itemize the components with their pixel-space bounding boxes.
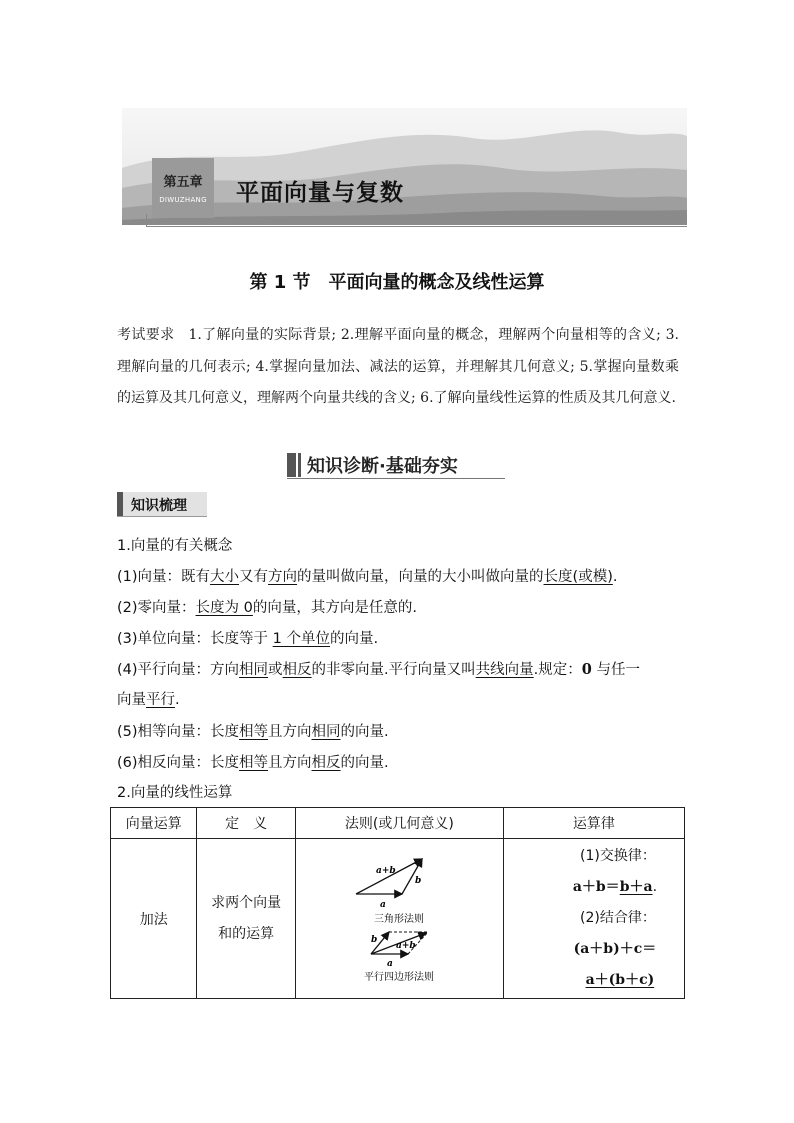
text-segment: 的向量.: [340, 724, 389, 740]
law-cell: [503, 839, 684, 999]
fill-in-answer: a＋(b＋c): [585, 972, 655, 988]
concept-vector: [117, 565, 617, 586]
text-segment: (3)单位向量：长度等于: [117, 631, 273, 647]
text-segment: 与任一: [591, 662, 640, 678]
concept-parallel-vector-cont: [117, 688, 180, 709]
definition-line: 求两个向量: [211, 894, 282, 911]
text-segment: 的非零向量.平行向量又叫: [311, 662, 476, 678]
subheader-bar-decoration: [117, 492, 123, 516]
text-segment: 的向量.: [340, 755, 389, 771]
text-segment: (6)相反向量：长度: [117, 755, 240, 771]
text-segment: .: [175, 692, 180, 708]
text-segment: 的向量.: [330, 631, 379, 647]
header-bar-decoration: [287, 453, 296, 477]
text-segment: .规定：: [533, 662, 582, 678]
concepts-heading: 1.向量的有关概念: [117, 538, 233, 554]
vector-sum-label: a+b: [375, 866, 396, 876]
fill-in-answer: 相同: [239, 662, 269, 678]
requirements-label: 考试要求: [117, 327, 175, 343]
linear-ops-heading: 2.向量的线性运算: [117, 785, 233, 801]
text-segment: (2)零向量：: [117, 600, 196, 616]
vector-a-label: a: [379, 900, 386, 910]
banner-divider: [146, 226, 687, 227]
text-segment: 又有: [239, 569, 269, 585]
parallelogram-rule-diagram: [371, 932, 428, 969]
text-segment: 向量: [117, 692, 146, 708]
exam-requirements: [117, 320, 679, 415]
chapter-pinyin: DIWUZHANG: [159, 196, 207, 204]
header-bar-decoration: [298, 453, 301, 477]
fill-in-answer: 方向: [268, 569, 298, 585]
column-header: 法则(或几何意义): [295, 808, 503, 839]
vector-a-label: a: [386, 959, 393, 969]
fill-in-answer: 长度(或模): [543, 569, 613, 585]
text-segment: (4)平行向量：方向: [117, 662, 240, 678]
linear-operations-table: [110, 807, 685, 999]
text-segment: 或: [268, 662, 283, 678]
rule-cell: [295, 839, 503, 999]
table-header-row: [111, 808, 685, 839]
chapter-label: 第五章: [163, 175, 203, 190]
text-segment: 且方向: [268, 755, 312, 771]
fill-in-answer: 相同: [311, 724, 341, 740]
formula-left: a＋b＝: [572, 879, 620, 895]
fill-in-answer: 平行: [146, 692, 175, 708]
concept-equal-vector: [117, 720, 389, 741]
vector-addition-diagrams: [296, 839, 503, 994]
column-header: 向量运算: [111, 808, 197, 839]
text-segment: .: [652, 879, 658, 895]
column-header: 运算律: [503, 808, 684, 839]
chapter-title: 平面向量与复数: [236, 180, 404, 206]
requirements-text: 1.了解向量的实际背景; 2.理解平面向量的概念，理解两个向量相等的含义; 3.理解向量的几何表示; 4.掌握向量加法、减法的运算，并理解其几何意义; 5.掌握向量数乘的运算及其几何意义，理解两个向量共线的含义; 6.了解向量线性运算的性质及其几何意义.: [117, 327, 680, 406]
fill-in-answer: 1 个单位: [272, 631, 330, 647]
definition-cell: [197, 839, 295, 999]
fill-in-answer: 长度为 0: [195, 600, 253, 616]
fill-in-answer: 相等: [239, 755, 269, 771]
banner-divider-tick: [146, 214, 147, 226]
knowledge-subsection-header: [117, 492, 207, 517]
text-segment: (5)相等向量：长度: [117, 724, 240, 740]
table-row: [111, 839, 685, 999]
text-segment: 的量叫做向量，向量的大小叫做向量的: [297, 569, 544, 585]
vector-sum-label: a+b: [395, 941, 416, 951]
diagnosis-section-header: [287, 451, 505, 479]
knowledge-header-text: 知识梳理: [131, 498, 187, 514]
section-title: 第 1 节 平面向量的概念及线性运算: [249, 272, 545, 293]
commutative-law-title: (1)交换律：: [579, 848, 656, 864]
vector-b-label: b: [414, 876, 422, 886]
concept-parallel-vector: [117, 658, 640, 679]
fill-in-answer: 相反: [311, 755, 341, 771]
fill-in-answer: 相等: [239, 724, 269, 740]
definition-line: 和的运算: [218, 925, 275, 942]
fill-in-answer: 相反: [282, 662, 312, 678]
triangle-rule-diagram: [356, 859, 422, 910]
text-segment: 的向量，其方向是任意的.: [252, 600, 417, 616]
associative-law-title: (2)结合律：: [579, 910, 656, 926]
formula-left: (a＋b)＋c＝: [573, 941, 657, 957]
concept-opposite-vector: [117, 751, 389, 772]
vector-b-label: b: [370, 935, 378, 945]
diagnosis-header-text: 知识诊断·基础夯实: [307, 456, 458, 477]
parallelogram-rule-label: 平行四边形法则: [363, 972, 434, 983]
chapter-number-box: [152, 158, 214, 218]
concept-zero-vector: [117, 596, 417, 617]
zero-vector-symbol: 0: [581, 661, 592, 678]
commutative-law-formula: [504, 872, 684, 903]
fill-in-answer: 大小: [210, 569, 240, 585]
fill-in-answer: 共线向量: [475, 662, 534, 678]
concept-unit-vector: [117, 627, 378, 648]
associative-law-formula: [504, 934, 684, 965]
triangle-rule-label: 三角形法则: [373, 914, 424, 925]
operation-cell: 加法: [111, 839, 197, 999]
text-segment: (1)向量：既有: [117, 569, 211, 585]
text-segment: 且方向: [268, 724, 312, 740]
associative-law-answer: [504, 965, 684, 996]
column-header: 定 义: [197, 808, 295, 839]
text-segment: .: [612, 569, 618, 585]
fill-in-answer: b＋a: [619, 879, 653, 895]
